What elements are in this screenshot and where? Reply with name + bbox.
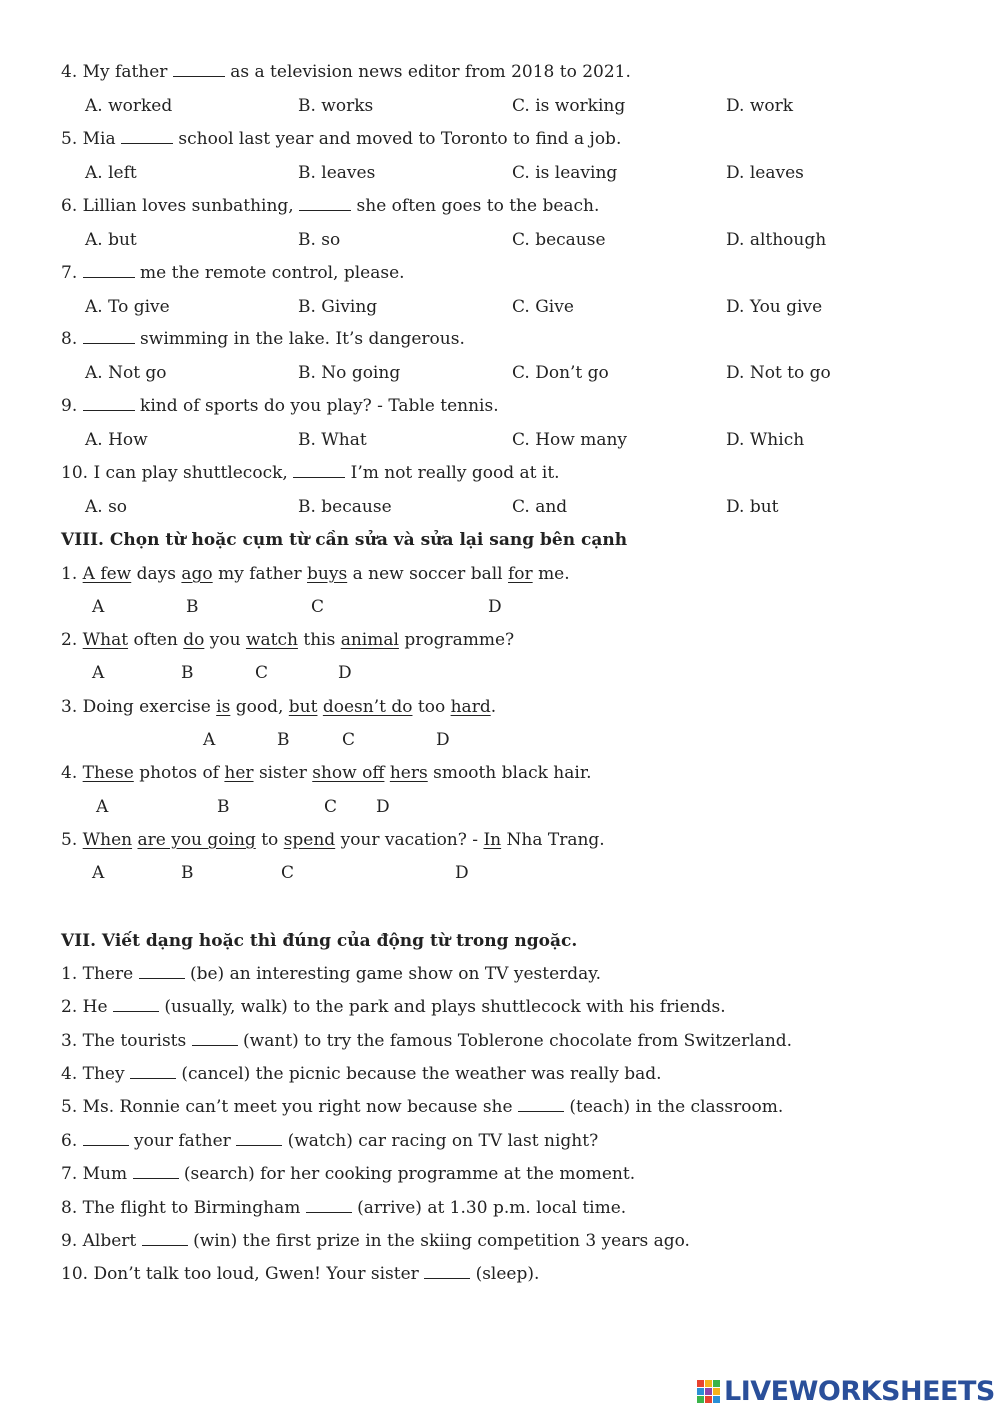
label-d[interactable]: D — [376, 797, 390, 817]
answer-blank[interactable] — [130, 1064, 176, 1079]
option-c[interactable]: C. Give — [512, 297, 574, 317]
option-d[interactable]: D. You give — [726, 297, 823, 317]
question-text: 8. swimming in the lake. It’s dangerous. — [61, 329, 465, 349]
label-c[interactable]: C — [255, 663, 269, 683]
option-a[interactable]: A. worked — [85, 96, 173, 116]
label-a[interactable]: A — [92, 663, 105, 683]
error-sentence: 1. A few days ago my father buys a new soccer ball for me. — [61, 564, 570, 584]
option-c[interactable]: C. is leaving — [512, 163, 618, 183]
option-a[interactable]: A. How — [85, 430, 148, 450]
option-d[interactable]: D. but — [726, 497, 779, 517]
label-c[interactable]: C — [311, 597, 325, 617]
label-b[interactable]: B — [181, 863, 194, 883]
answer-blank[interactable] — [113, 997, 159, 1012]
label-c[interactable]: C — [324, 797, 338, 817]
answer-blank[interactable] — [83, 329, 135, 344]
option-c[interactable]: C. is working — [512, 96, 626, 116]
error-sentence: 5. When are you going to spend your vacation? - In Nha Trang. — [61, 830, 605, 850]
option-b[interactable]: B. Giving — [298, 297, 378, 317]
answer-blank[interactable] — [83, 1131, 129, 1146]
label-b[interactable]: B — [181, 663, 194, 683]
option-b[interactable]: B. leaves — [298, 163, 376, 183]
answer-blank[interactable] — [83, 263, 135, 278]
verb-item-3: 3. The tourists (want) to try the famous Toblerone chocolate from Switzerland. — [61, 1031, 793, 1051]
option-c[interactable]: C. How many — [512, 430, 628, 450]
option-a[interactable]: A. To give — [85, 297, 170, 317]
label-a[interactable]: A — [96, 797, 109, 817]
verb-item-5: 5. Ms. Ronnie can’t meet you right now because she (teach) in the classroom. — [61, 1097, 784, 1117]
answer-blank[interactable] — [192, 1031, 238, 1046]
logo-text: LIVEWORKSHEETS — [724, 1376, 995, 1407]
label-a[interactable]: A — [92, 863, 105, 883]
verb-item-2: 2. He (usually, walk) to the park and plays shuttlecock with his friends. — [61, 997, 726, 1017]
question-text: 4. My father as a television news editor from 2018 to 2021. — [61, 62, 631, 82]
option-c[interactable]: C. and — [512, 497, 568, 517]
answer-blank[interactable] — [121, 129, 173, 144]
verb-item-7: 7. Mum (search) for her cooking programme at the moment. — [61, 1164, 636, 1184]
label-b[interactable]: B — [186, 597, 199, 617]
question-text: 10. I can play shuttlecock, I’m not really good at it. — [61, 463, 560, 483]
section-8-title: VIII. Chọn từ hoặc cụm từ cần sửa và sửa lại sang bên cạnh — [61, 530, 628, 550]
verb-item-8: 8. The flight to Birmingham (arrive) at 1.30 p.m. local time. — [61, 1198, 627, 1218]
question-text: 9. kind of sports do you play? - Table tennis. — [61, 396, 499, 416]
answer-blank[interactable] — [236, 1131, 282, 1146]
label-c[interactable]: C — [342, 730, 356, 750]
label-b[interactable]: B — [217, 797, 230, 817]
question-text: 5. Mia school last year and moved to Toronto to find a job. — [61, 129, 622, 149]
option-c[interactable]: C. Don’t go — [512, 363, 609, 383]
verb-item-1: 1. There (be) an interesting game show on TV yesterday. — [61, 964, 602, 984]
option-d[interactable]: D. Which — [726, 430, 805, 450]
question-text: 6. Lillian loves sunbathing, she often goes to the beach. — [61, 196, 600, 216]
logo-grid-icon — [697, 1380, 720, 1403]
option-a[interactable]: A. so — [85, 497, 128, 517]
error-sentence: 3. Doing exercise is good, but doesn’t do too hard. — [61, 697, 497, 717]
answer-blank[interactable] — [139, 964, 185, 979]
verb-item-9: 9. Albert (win) the first prize in the skiing competition 3 years ago. — [61, 1231, 690, 1251]
label-a[interactable]: A — [92, 597, 105, 617]
error-sentence: 2. What often do you watch this animal programme? — [61, 630, 515, 650]
option-b[interactable]: B. What — [298, 430, 367, 450]
label-c[interactable]: C — [281, 863, 295, 883]
section-7-title: VII. Viết dạng hoặc thì đúng của động từ trong ngoặc. — [61, 931, 578, 951]
label-b[interactable]: B — [277, 730, 290, 750]
answer-blank[interactable] — [83, 396, 135, 411]
label-d[interactable]: D — [436, 730, 450, 750]
option-a[interactable]: A. but — [85, 230, 137, 250]
answer-blank[interactable] — [518, 1097, 564, 1112]
answer-blank[interactable] — [142, 1231, 188, 1246]
verb-item-10: 10. Don’t talk too loud, Gwen! Your sister (sleep). — [61, 1264, 540, 1284]
option-a[interactable]: A. left — [85, 163, 137, 183]
option-b[interactable]: B. because — [298, 497, 392, 517]
error-sentence: 4. These photos of her sister show off hers smooth black hair. — [61, 763, 592, 783]
label-d[interactable]: D — [338, 663, 352, 683]
option-d[interactable]: D. work — [726, 96, 794, 116]
option-b[interactable]: B. works — [298, 96, 374, 116]
option-d[interactable]: D. Not to go — [726, 363, 831, 383]
option-d[interactable]: D. although — [726, 230, 827, 250]
option-c[interactable]: C. because — [512, 230, 606, 250]
answer-blank[interactable] — [306, 1198, 352, 1213]
answer-blank[interactable] — [299, 196, 351, 211]
label-d[interactable]: D — [455, 863, 469, 883]
option-b[interactable]: B. No going — [298, 363, 401, 383]
question-text: 7. me the remote control, please. — [61, 263, 405, 283]
answer-blank[interactable] — [424, 1264, 470, 1279]
label-d[interactable]: D — [488, 597, 502, 617]
answer-blank[interactable] — [293, 463, 345, 478]
option-d[interactable]: D. leaves — [726, 163, 804, 183]
verb-item-6: 6. your father (watch) car racing on TV last night? — [61, 1131, 599, 1151]
option-a[interactable]: A. Not go — [85, 363, 167, 383]
option-b[interactable]: B. so — [298, 230, 341, 250]
verb-item-4: 4. They (cancel) the picnic because the weather was really bad. — [61, 1064, 662, 1084]
answer-blank[interactable] — [133, 1164, 179, 1179]
label-a[interactable]: A — [203, 730, 216, 750]
answer-blank[interactable] — [173, 62, 225, 77]
liveworksheets-logo[interactable] — [697, 1376, 995, 1407]
